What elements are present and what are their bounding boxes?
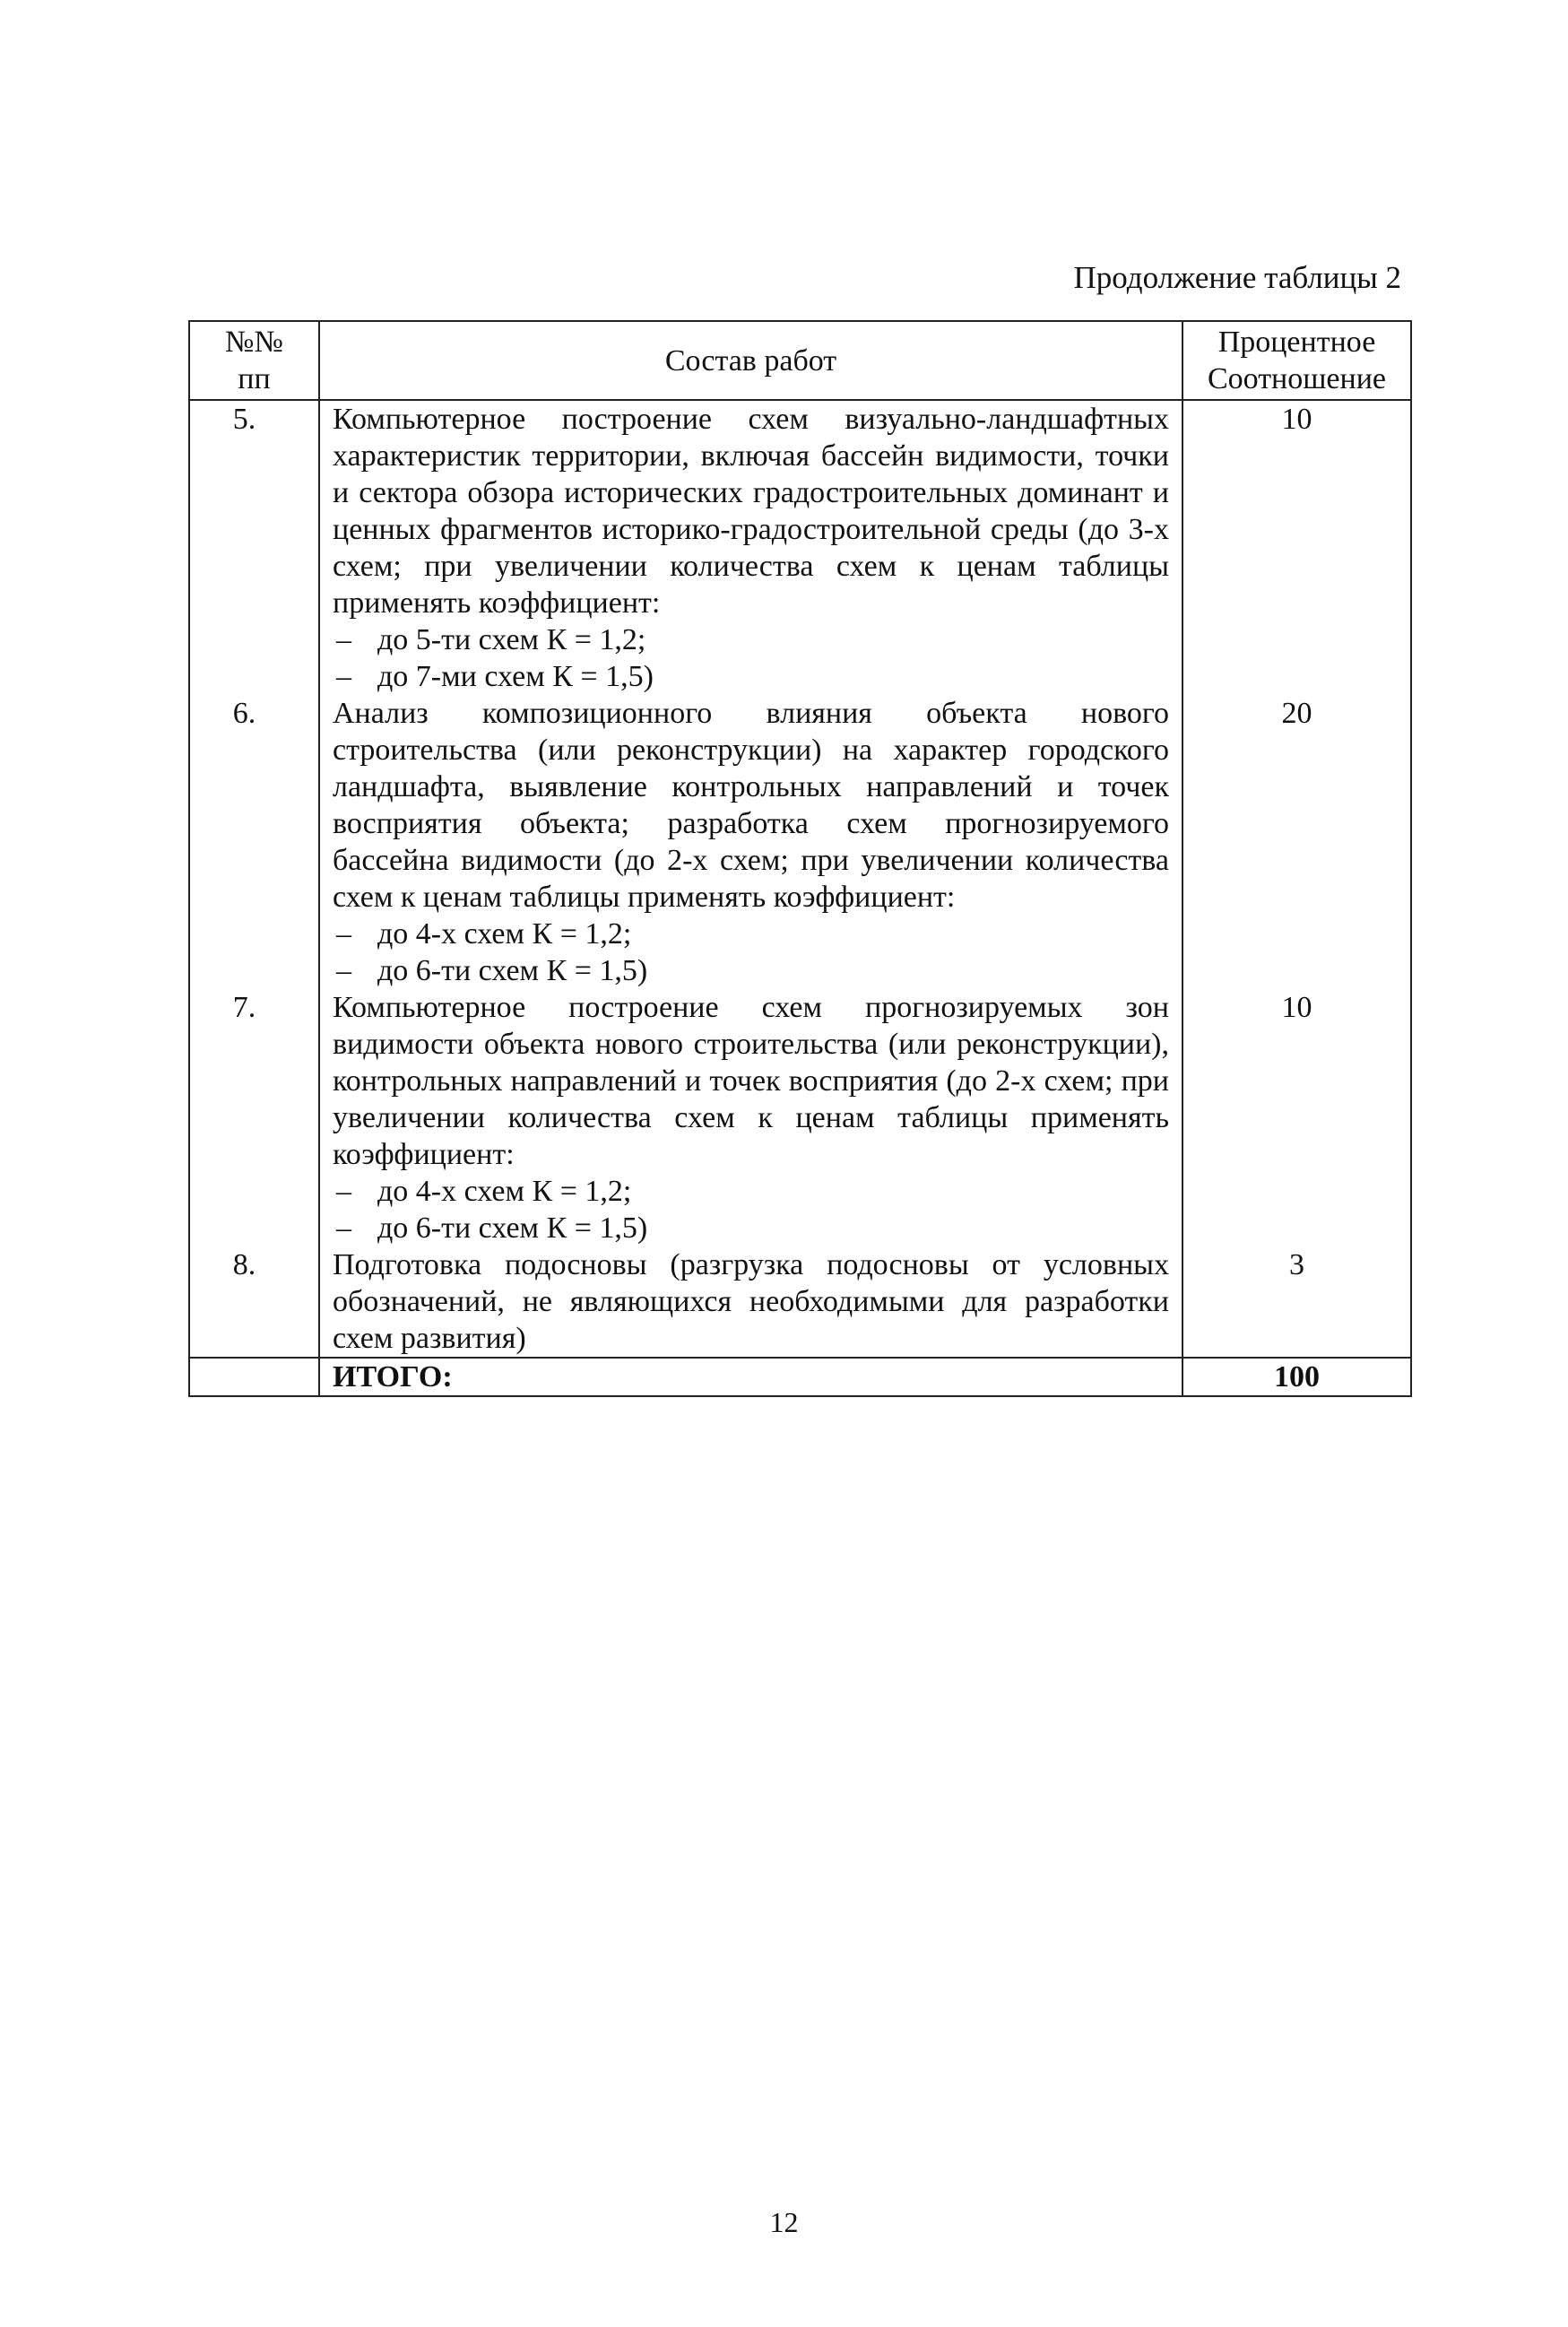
coefficient-list <box>333 1173 1169 1246</box>
row-description-text: Компьютерное построение схем визуально-ландшафтных характеристик территории, включая бассейн видимости, точки и сектора обзора исторических градостроительных доминант и ценных фрагментов историко-градостроительной среды (до 3-х схем; при увеличении количества схем к ценам таблицы применять коэффициент: <box>333 403 1169 620</box>
page-number: 12 <box>769 2206 799 2238</box>
works-table <box>188 320 1412 1397</box>
total-label: ИТОГО: <box>319 1358 1182 1396</box>
coefficient-item: – до 4-х схем К = 1,2; <box>333 1173 1169 1210</box>
total-num-cell <box>189 1358 319 1396</box>
row-percent: 10 <box>1182 989 1411 1246</box>
table-row <box>189 989 1411 1246</box>
row-number: 7. <box>189 989 319 1246</box>
row-description-text: Компьютерное построение схем прогнозируемых зон видимости объекта нового строительства (или реконструкции), контрольных направлений и точек восприятия (до 2-х схем; при увеличении количества схем к ценам таблицы применять коэффициент: <box>333 991 1169 1171</box>
row-number: 8. <box>189 1246 319 1358</box>
table-row <box>189 1246 1411 1358</box>
coefficient-item: – до 7-ми схем К = 1,5) <box>333 658 1169 695</box>
coefficient-list <box>333 621 1169 695</box>
coefficient-item: – до 5-ти схем К = 1,2; <box>333 621 1169 658</box>
coefficient-list <box>333 916 1169 989</box>
row-percent: 3 <box>1182 1246 1411 1358</box>
table-row <box>189 695 1411 989</box>
table-continuation-label: Продолжение таблицы 2 <box>1073 260 1401 295</box>
row-description <box>319 989 1182 1246</box>
total-row <box>189 1358 1411 1396</box>
row-number: 6. <box>189 695 319 989</box>
row-description-text: Анализ композиционного влияния объекта нового строительства (или реконструкции) на характер городского ландшафта, выявление контрольных направлений и точек восприятия объекта; разработка схем прогнозируемого бассейна видимости (до 2-х схем; при увеличении количества схем к ценам таблицы применять коэффициент: <box>333 697 1169 914</box>
row-percent: 10 <box>1182 400 1411 695</box>
coefficient-item: – до 6-ти схем К = 1,5) <box>333 1210 1169 1246</box>
table-row <box>189 400 1411 695</box>
row-number: 5. <box>189 400 319 695</box>
header-num: №№ пп <box>189 321 319 400</box>
row-description <box>319 695 1182 989</box>
coefficient-item: – до 6-ти схем К = 1,5) <box>333 952 1169 989</box>
total-value: 100 <box>1182 1358 1411 1396</box>
row-description <box>319 1246 1182 1358</box>
coefficient-item: – до 4-х схем К = 1,2; <box>333 916 1169 952</box>
table-header-row <box>189 321 1411 400</box>
header-composition: Состав работ <box>319 321 1182 400</box>
row-percent: 20 <box>1182 695 1411 989</box>
row-description-text: Подготовка подосновы (разгрузка подосновы от условных обозначений, не являющихся необходимыми для разработки схем развития) <box>333 1248 1169 1355</box>
header-percent: Процентное Соотношение <box>1182 321 1411 400</box>
row-description <box>319 400 1182 695</box>
